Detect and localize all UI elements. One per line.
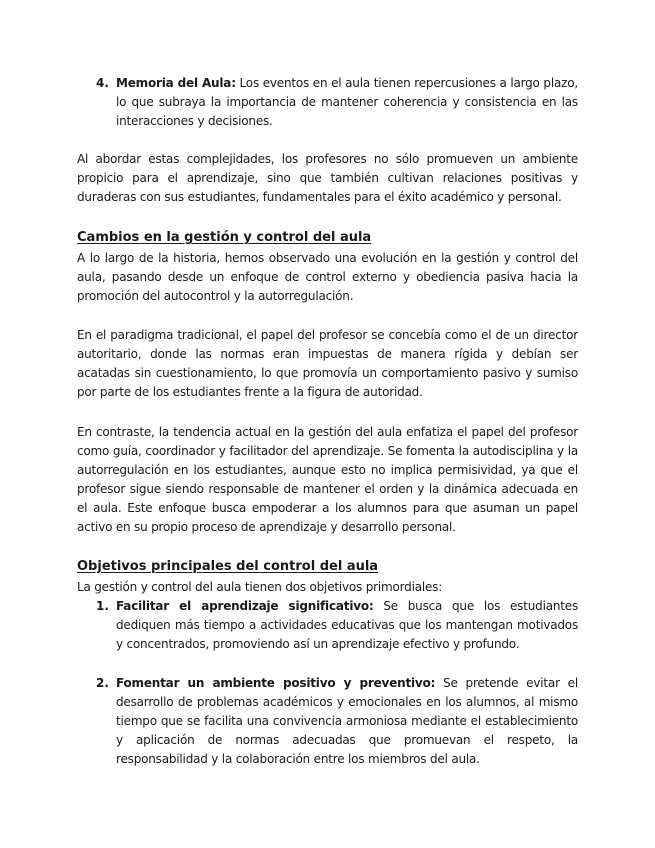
paragraph-intro: Al abordar estas complejidades, los profesores no sólo promueven un ambiente propicio para el aprendizaje, sino que también cultivan relaciones positivas y duraderas con sus estudiantes, fundamentales para el éxito académico y personal. — [77, 152, 578, 204]
list-item-text: Se busca que los estudiantes dediquen más tiempo a actividades educativas que los mantengan motivados y concentrados, promoviendo así un aprendizaje efectivo y profundo. — [116, 599, 578, 651]
list-item-title: Memoria del Aula: — [116, 76, 236, 90]
list-item-title: Facilitar el aprendizaje significativo: — [116, 599, 374, 613]
list-item-text: Se pretende evitar el desarrollo de problemas académicos y emocionales en los alumnos, al mismo tiempo que se facilita una convivencia armoniosa mediante el establecimiento y aplicación de normas adecuadas que promuevan el respeto, la responsabilidad y la colaboración entre los miembros del aula. — [116, 676, 578, 766]
list-item-number: 1. — [96, 599, 109, 613]
paragraph-objetivos-intro: La gestión y control del aula tienen dos objetivos primordiales: — [77, 580, 443, 594]
list-item-title: Fomentar un ambiente positivo y preventivo: — [116, 676, 436, 690]
list-item-objetivo-1 — [116, 597, 578, 654]
section-heading-cambios: Cambios en la gestión y control del aula — [77, 230, 372, 245]
paragraph-cambios-3: En contraste, la tendencia actual en la gestión del aula enfatiza el papel del profesor como guía, coordinador y facilitador del aprendizaje. Se fomenta la autodisciplina y la autorregulación en los estudiantes, aunque esto no implica permisividad, ya que el profesor sigue siendo responsable de mantener el orden y la dinámica adecuada en el aula. Este enfoque busca empoderar a los alumnos para que asuman un papel activo en su propio proceso de aprendizaje y desarrollo personal. — [77, 425, 578, 534]
list-item-number: 2. — [96, 676, 109, 690]
paragraph-cambios-1: A lo largo de la historia, hemos observado una evolución en la gestión y control del aula, pasando desde un enfoque de control externo y obediencia pasiva hacia la promoción del autocontrol y la autorregulación. — [77, 251, 578, 303]
list-item-objetivo-2 — [116, 674, 578, 769]
list-item-number: 4. — [96, 76, 109, 90]
list-item-text: Los eventos en el aula tienen repercusiones a largo plazo, lo que subraya la importancia de mantener coherencia y consistencia en las interacciones y decisiones. — [116, 76, 578, 128]
section-heading-objetivos: Objetivos principales del control del aula — [77, 559, 379, 574]
paragraph-cambios-2: En el paradigma tradicional, el papel del profesor se concebía como el de un director autoritario, donde las normas eran impuestas de manera rígida y debían ser acatadas sin cuestionamiento, lo que promovía un comportamiento pasivo y sumiso por parte de los estudiantes frente a la figura de autoridad. — [77, 328, 578, 399]
list-item-memoria — [116, 74, 578, 131]
